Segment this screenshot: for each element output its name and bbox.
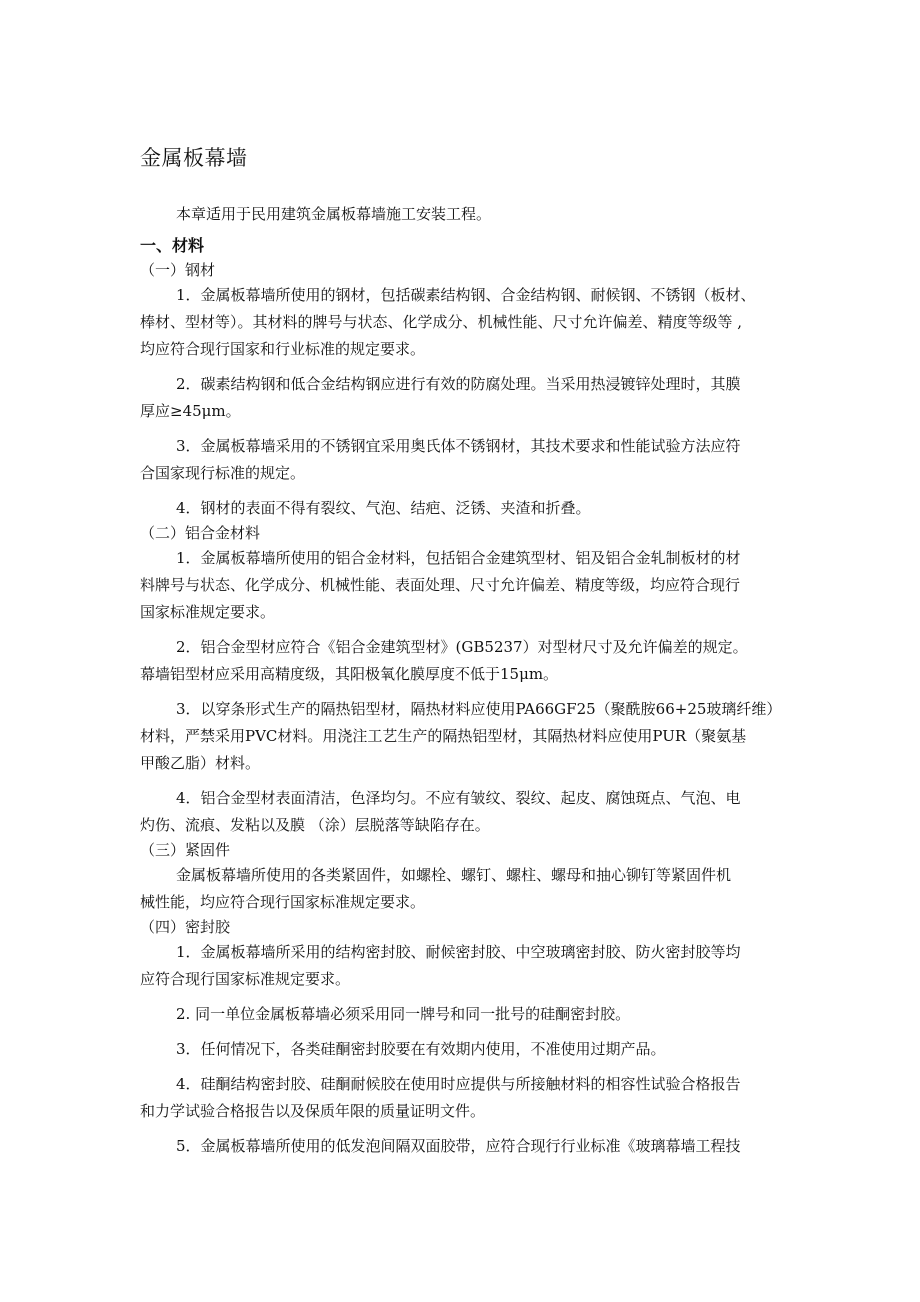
paragraph-line: 3．任何情况下，各类硅酮密封胶要在有效期内使用，不准使用过期产品。 [176, 1040, 666, 1058]
paragraph-line: 国家标准规定要求。 [140, 603, 276, 621]
paragraph-line: 甲酸乙脂）材料。 [140, 754, 261, 772]
paragraph-line: 金属板幕墙所使用的各类紧固件，如螺栓、螺钉、螺柱、螺母和抽心铆钉等紧固件机 [176, 866, 732, 884]
paragraph-line: 4．铝合金型材表面清洁，色泽均匀。不应有皱纹、裂纹、起皮、腐蚀斑点、气泡、电 [176, 789, 741, 807]
paragraph-line: 2. 同一单位金属板幕墙必须采用同一牌号和同一批号的硅酮密封胶。 [176, 1005, 631, 1023]
subsection-steel: （一）钢材 [140, 261, 216, 279]
paragraph-line: 1．金属板幕墙所使用的铝合金材料，包括铝合金建筑型材、铝及铝合金轧制板材的材 [176, 549, 741, 567]
document-title: 金属板幕墙 [140, 146, 248, 170]
paragraph-line: 1．金属板幕墙所采用的结构密封胶、耐候密封胶、中空玻璃密封胶、防火密封胶等均 [176, 943, 741, 961]
paragraph-line: 2．铝合金型材应符合《铝合金建筑型材》(GB5237）对型材尺寸及允许偏差的规定。 [176, 638, 748, 656]
section-heading-materials: 一、材料 [140, 236, 205, 255]
paragraph-line: 合国家现行标准的规定。 [140, 464, 306, 482]
intro-paragraph: 本章适用于民用建筑金属板幕墙施工安装工程。 [176, 205, 492, 223]
paragraph-sealant-4 [140, 1071, 785, 1125]
paragraph-aluminum-4 [140, 785, 785, 839]
paragraph-line: 灼伤、流痕、发粘以及膜 （涂）层脱落等缺陷存在。 [140, 816, 490, 834]
paragraph-line: 材料，严禁采用PVC材料。用浇注工艺生产的隔热铝型材，其隔热材料应使用PUR（聚氨基 [140, 727, 747, 745]
subsection-sealant: （四）密封胶 [140, 918, 231, 936]
paragraph-line: 3．以穿条形式生产的隔热铝型材，隔热材料应使用PA66GF25（聚酰胺66+25玻璃纤维） [176, 700, 782, 718]
paragraph-line: 械性能，均应符合现行国家标准规定要求。 [140, 893, 426, 911]
paragraph-fasteners-1 [140, 862, 785, 916]
paragraph-line: 5．金属板幕墙所使用的低发泡间隔双面胶带，应符合现行行业标准《玻璃幕墙工程技 [176, 1137, 741, 1155]
paragraph-line: 应符合现行国家标准规定要求。 [140, 970, 351, 988]
paragraph-steel-3 [140, 433, 785, 487]
paragraph-line: 2．碳素结构钢和低合金结构钢应进行有效的防腐处理。当采用热浸镀锌处理时，其膜 [176, 375, 741, 393]
paragraph-steel-4 [140, 495, 785, 522]
paragraph-sealant-5 [140, 1133, 785, 1160]
paragraph-line: 棒材、型材等）。其材料的牌号与状态、化学成分、机械性能、尺寸允许偏差、精度等级等 , [140, 313, 743, 331]
paragraph-steel-1 [140, 282, 785, 363]
paragraph-sealant-1 [140, 939, 785, 993]
document-body [140, 259, 785, 1160]
paragraph-aluminum-1 [140, 545, 785, 626]
paragraph-steel-2 [140, 371, 785, 425]
paragraph-line: 3．金属板幕墙采用的不锈钢宜采用奥氏体不锈钢材，其技术要求和性能试验方法应符 [176, 437, 741, 455]
paragraph-line: 4．硅酮结构密封胶、硅酮耐候胶在使用时应提供与所接触材料的相容性试验合格报告 [176, 1075, 741, 1093]
paragraph-line: 4．钢材的表面不得有裂纹、气泡、结疤、泛锈、夹渣和折叠。 [176, 499, 591, 517]
subsection-aluminum: （二）铝合金材料 [140, 524, 261, 542]
paragraph-line: 均应符合现行国家和行业标准的规定要求。 [140, 340, 426, 358]
paragraph-line: 幕墙铝型材应采用高精度级，其阳极氧化膜厚度不低于15μm。 [140, 665, 559, 683]
paragraph-sealant-3 [140, 1036, 785, 1063]
paragraph-line: 1．金属板幕墙所使用的钢材，包括碳素结构钢、合金结构钢、耐候钢、不锈钢（板材、 [176, 286, 756, 304]
subsection-fasteners: （三）紧固件 [140, 841, 231, 859]
paragraph-sealant-2 [140, 1001, 785, 1028]
paragraph-line: 厚应≥45μm。 [140, 402, 241, 420]
paragraph-aluminum-2 [140, 634, 785, 688]
paragraph-aluminum-3 [140, 696, 785, 777]
paragraph-line: 料牌号与状态、化学成分、机械性能、表面处理、尺寸允许偏差、精度等级，均应符合现行 [140, 576, 741, 594]
paragraph-line: 和力学试验合格报告以及保质年限的质量证明文件。 [140, 1102, 486, 1120]
